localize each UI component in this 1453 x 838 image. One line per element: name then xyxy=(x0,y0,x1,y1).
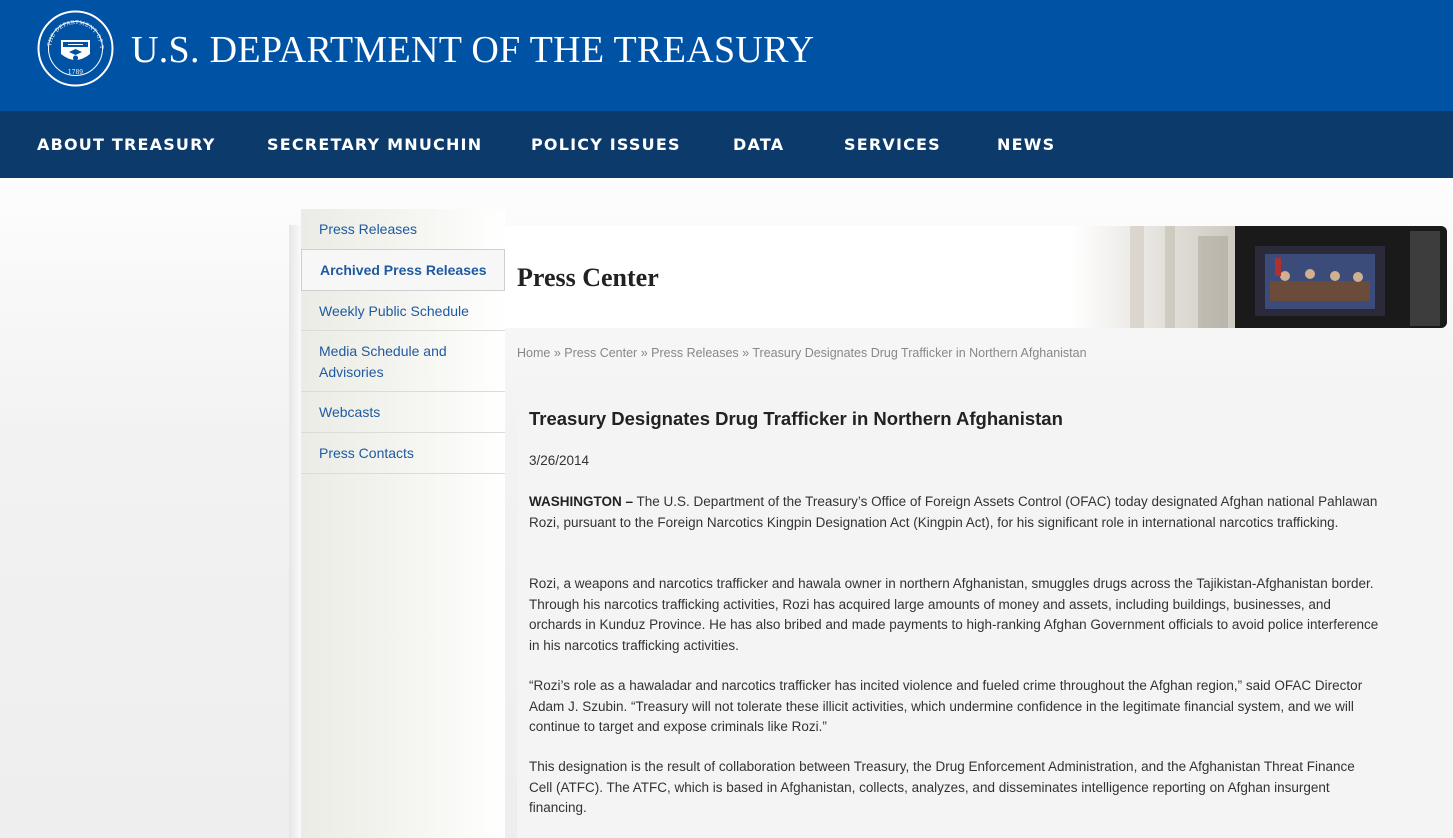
nav-data[interactable]: DATA xyxy=(733,135,785,154)
nav-news[interactable]: NEWS xyxy=(997,135,1056,154)
nav-policy-issues[interactable]: POLICY ISSUES xyxy=(531,135,681,154)
article-title: Treasury Designates Drug Trafficker in Northern Afghanistan xyxy=(529,408,1063,429)
breadcrumb-separator: » xyxy=(742,346,750,360)
article-paragraph: This designation is the result of collaboration between Treasury, the Drug Enforcement Administration, and the Afghanistan Threat Finance Cell (ATFC). The ATFC, which is based in Afghanistan, collects, analyzes, and disseminates intelligence reporting on Afghan insurgent financing. xyxy=(529,759,1355,816)
sidebar-item-weekly-public-schedule[interactable]: Weekly Public Schedule xyxy=(301,291,505,331)
sidebar-item-archived-press-releases[interactable]: Archived Press Releases xyxy=(301,249,505,291)
breadcrumb-home[interactable]: Home xyxy=(517,346,551,360)
nav-services[interactable]: SERVICES xyxy=(844,135,941,154)
article-date: 3/26/2014 xyxy=(529,453,590,468)
article-paragraph: Rozi, a weapons and narcotics trafficker and hawala owner in northern Afghanistan, smuggles drugs across the Tajikistan-Afghanistan border. Through his narcotics trafficking activities, Rozi has acquired large amounts of money and assets, including buildings, businesses, and orchards in Kunduz Province. He has also bribed and made payments to high-ranking Afghan Government officials to avoid police interference in his narcotics trafficking activities. xyxy=(529,576,1379,653)
breadcrumb-separator: » xyxy=(640,346,648,360)
nav-about-treasury[interactable]: ABOUT TREASURY xyxy=(37,135,216,154)
svg-text:THE DEPARTMENT OF THE TREASURY: THE DEPARTMENT OF T xyxy=(47,19,105,50)
breadcrumb-press-center[interactable]: Press Center xyxy=(564,346,638,360)
press-room-photo xyxy=(1070,226,1447,328)
treasury-seal-logo[interactable] xyxy=(37,10,114,87)
page-title: Press Center xyxy=(517,263,659,292)
article-dateline: WASHINGTON – xyxy=(529,494,634,509)
main-nav xyxy=(0,111,1453,178)
press-sidebar xyxy=(301,209,505,838)
breadcrumb-press-releases[interactable]: Press Releases xyxy=(651,346,739,360)
svg-text:1789: 1789 xyxy=(67,69,84,76)
sidebar-item-media-schedule[interactable]: Media Schedule and Advisories xyxy=(301,331,505,392)
article-paragraph: “Rozi’s role as a hawaladar and narcotics trafficker has incited violence and fueled crime throughout the Afghan region,” said OFAC Director Adam J. Szubin. “Treasury will not tolerate these illicit activities, which undermine confidence in the legitimate financial system, and we will continue to target and expose criminals like Rozi.” xyxy=(529,678,1363,735)
breadcrumb-separator: » xyxy=(553,346,561,360)
site-header xyxy=(0,0,1453,111)
site-title[interactable]: U.S. DEPARTMENT OF THE TREASURY xyxy=(131,29,815,71)
breadcrumb-current: Treasury Designates Drug Trafficker in Northern Afghanistan xyxy=(752,346,1087,360)
sidebar-item-webcasts[interactable]: Webcasts xyxy=(301,392,505,433)
breadcrumb xyxy=(517,346,1087,360)
sidebar-item-press-releases[interactable]: Press Releases xyxy=(301,209,505,250)
column-shadow xyxy=(289,225,301,838)
article-paragraph: WASHINGTON – The U.S. Department of the Treasury’s Office of Foreign Assets Control (OFAC) today designated Afghan national Pahlawan Rozi, pursuant to the Foreign Narcotics Kingpin Designation Act (Kingpin Act), for his significant role in international narcotics trafficking. xyxy=(529,494,1378,530)
sidebar-item-press-contacts[interactable]: Press Contacts xyxy=(301,433,505,474)
nav-secretary-mnuchin[interactable]: SECRETARY MNUCHIN xyxy=(267,135,483,154)
